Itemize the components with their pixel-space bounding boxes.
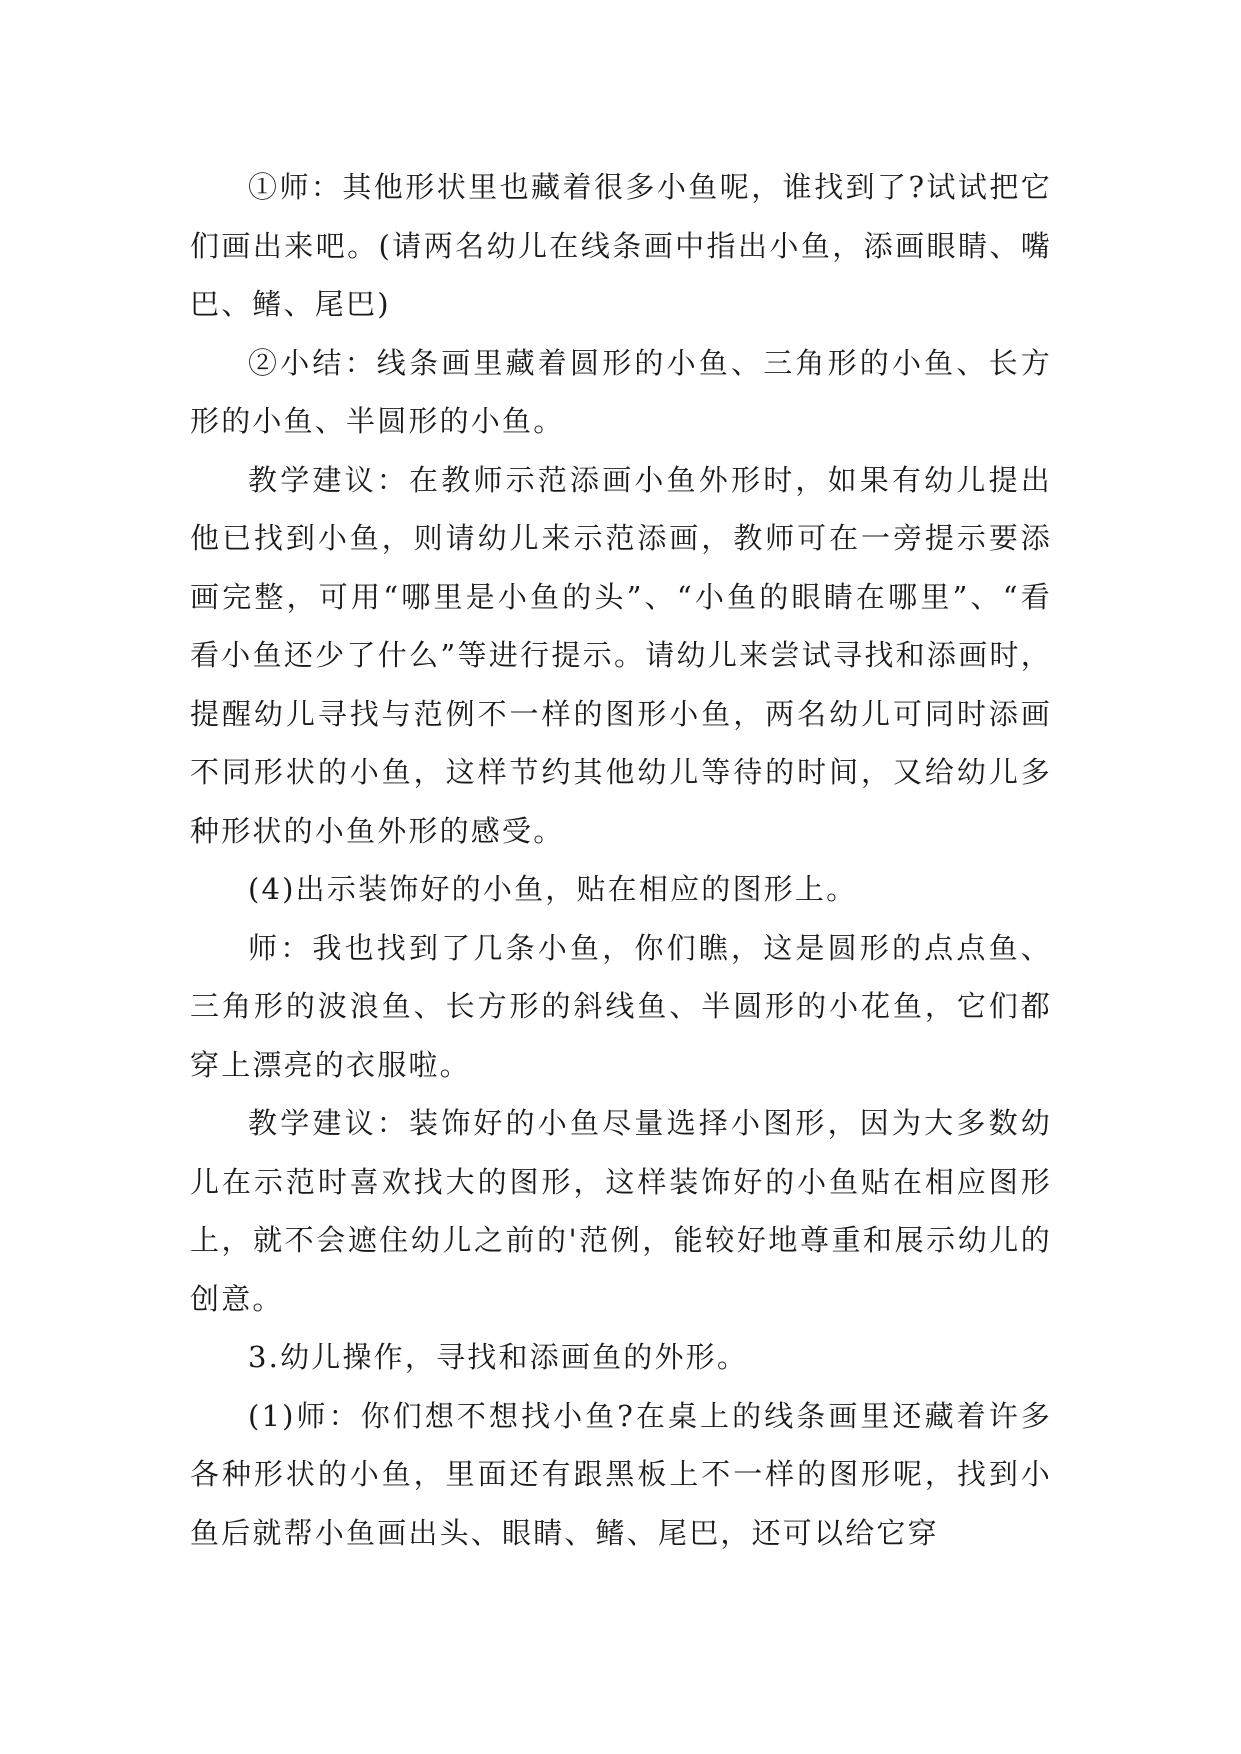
paragraph-teaching-suggestion-1: 教学建议：在教师示范添画小鱼外形时，如果有幼儿提出他已找到小鱼，则请幼儿来示范添画，教师可在一旁提示要添画完整，可用“哪里是小鱼的头”、“小鱼的眼睛在哪里”、“看看小鱼还少了什么”等进行提示。请幼儿来尝试寻找和添画时，提醒幼儿寻找与范例不一样的图形小鱼，两名幼儿可同时添画不同形状的小鱼，这样节约其他幼儿等待的时间，又给幼儿多种形状的小鱼外形的感受。	[190, 462, 1052, 848]
paragraph-step-1: (1)师：你们想不想找小鱼?在桌上的线条画里还藏着许多各种形状的小鱼，里面还有跟黑板上不一样的图形呢，找到小鱼后就帮小鱼画出头、眼睛、鳍、尾巴，还可以给它穿	[190, 1398, 1052, 1550]
paragraph-teaching-suggestion-2: 教学建议：装饰好的小鱼尽量选择小图形，因为大多数幼儿在示范时喜欢找大的图形，这样装饰好的小鱼贴在相应图形上，就不会遮住幼儿之前的'范例，能较好地尊重和展示幼儿的创意。	[190, 1106, 1052, 1316]
paragraph-summary: ②小结：线条画里藏着圆形的小鱼、三角形的小鱼、长方形的小鱼、半圆形的小鱼。	[190, 345, 1052, 438]
document-body	[190, 158, 1052, 1562]
paragraph-step-4: (4)出示装饰好的小鱼，贴在相应的图形上。	[248, 872, 858, 906]
paragraph-teacher-prompt: ①师：其他形状里也藏着很多小鱼呢，谁找到了?试试把它们画出来吧。(请两名幼儿在线条画中指出小鱼，添画眼睛、嘴巴、鳍、尾巴)	[190, 170, 1052, 321]
paragraph-section-3: 3.幼儿操作，寻找和添画鱼的外形。	[248, 1340, 749, 1374]
paragraph-teacher-fish: 师：我也找到了几条小鱼，你们瞧，这是圆形的点点鱼、三角形的波浪鱼、长方形的斜线鱼、半圆形的小花鱼，它们都穿上漂亮的衣服啦。	[190, 930, 1052, 1082]
